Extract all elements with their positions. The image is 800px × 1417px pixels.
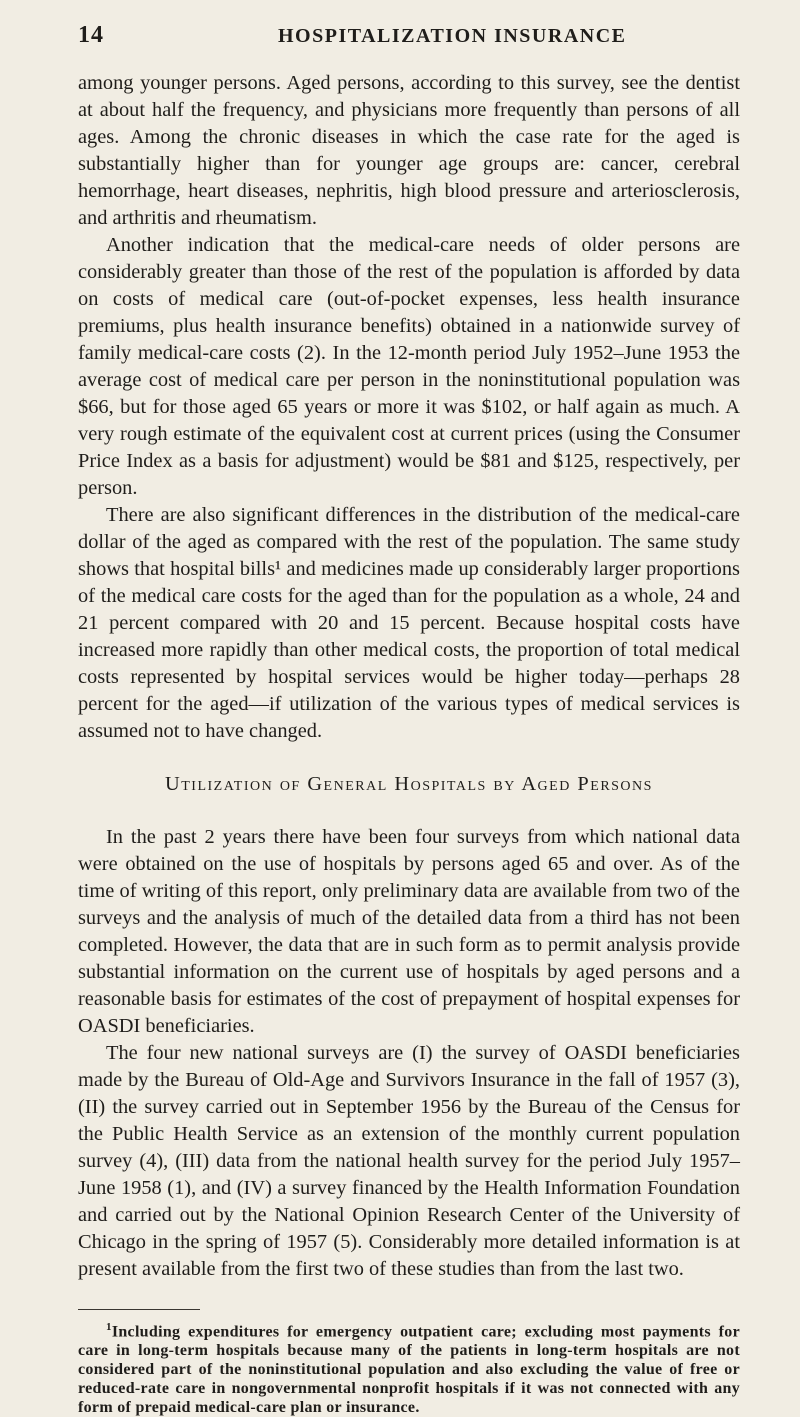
paragraph: among younger persons. Aged persons, according to this survey, see the dentist at about half the frequency, and physicians more frequently than persons of all ages. Among the chronic diseases in which the case rate for the aged is substantially higher than for younger age groups are: cancer, cerebral hemorrhage, heart diseases, nephritis, high blood pressure and arteriosclerosis, and arthritis and rheumatism. bbox=[78, 72, 740, 229]
section-heading: Utilization of General Hospitals by Aged Persons bbox=[165, 773, 653, 795]
paragraph: There are also significant differences in the distribution of the medical-care dollar of the aged as compared with the rest of the population. The same study shows that hospital bills¹ and medicines made up considerably larger proportions of the medical care costs for the aged than for the population as a whole, 24 and 21 percent compared with 20 and 15 percent. Because hospital costs have increased more rapidly than other medical costs, the proportion of total medical costs represented by hospital services would be higher today—perhaps 28 percent for the aged—if utilization of the various types of medical services is assumed not to have changed. bbox=[78, 504, 740, 742]
page-number: 14 bbox=[78, 22, 104, 48]
paragraph: Another indication that the medical-care needs of older persons are considerably greater than those of the rest of the population is afforded by data on costs of medical care (out-of-pocket expenses, less health insurance premiums, plus health insurance benefits) obtained in a nationwide survey of family medical-care costs (2). In the 12-month period July 1952–June 1953 the average cost of medical care per person in the noninstitutional population was $66, but for those aged 65 years or more it was $102, or half again as much. A very rough estimate of the equivalent cost at current prices (using the Consumer Price Index as a basis for adjustment) would be $81 and $125, respectively, per person. bbox=[78, 234, 740, 499]
footnote-marker: 1 bbox=[106, 1321, 112, 1333]
footnote bbox=[78, 1318, 740, 1417]
paragraph: The four new national surveys are (I) the survey of OASDI beneficiaries made by the Bureau of Old-Age and Survivors Insurance in the fall of 1957 (3), (II) the survey carried out in September 1956 by the Bureau of the Census for the Public Health Service as an extension of the monthly current population survey (4), (III) data from the national health survey for the period July 1957–June 1958 (1), and (IV) a survey financed by the Health Information Foundation and carried out by the National Opinion Research Center of the University of Chicago in the spring of 1957 (5). Considerably more detailed information is at present available from the first two of these studies than from the last two. bbox=[78, 1042, 740, 1280]
page-header bbox=[78, 22, 738, 52]
footnote-text: Including expenditures for emergency outpatient care; excluding most payments for care in long-term hospitals because many of the patients in long-term hospitals are not considered part of the noninstitutional population and also excluding the value of free or reduced-rate care in nongovernmental nonprofit hospitals if it was not connected with any form of prepaid medical-care plan or insurance. bbox=[78, 1323, 740, 1417]
running-head: HOSPITALIZATION INSURANCE bbox=[278, 25, 627, 47]
body-text bbox=[78, 70, 740, 1417]
paragraph: In the past 2 years there have been four surveys from which national data were obtained on the use of hospitals by persons aged 65 and over. As of the time of writing of this report, only preliminary data are available from two of the surveys and the analysis of much of the detailed data from a third has not been completed. However, the data that are in such form as to permit analysis provide substantial information on the current use of hospitals by aged persons and a reasonable basis for estimates of the cost of prepayment of hospital expenses for OASDI beneficiaries. bbox=[78, 826, 740, 1037]
footnote-divider bbox=[78, 1309, 200, 1310]
